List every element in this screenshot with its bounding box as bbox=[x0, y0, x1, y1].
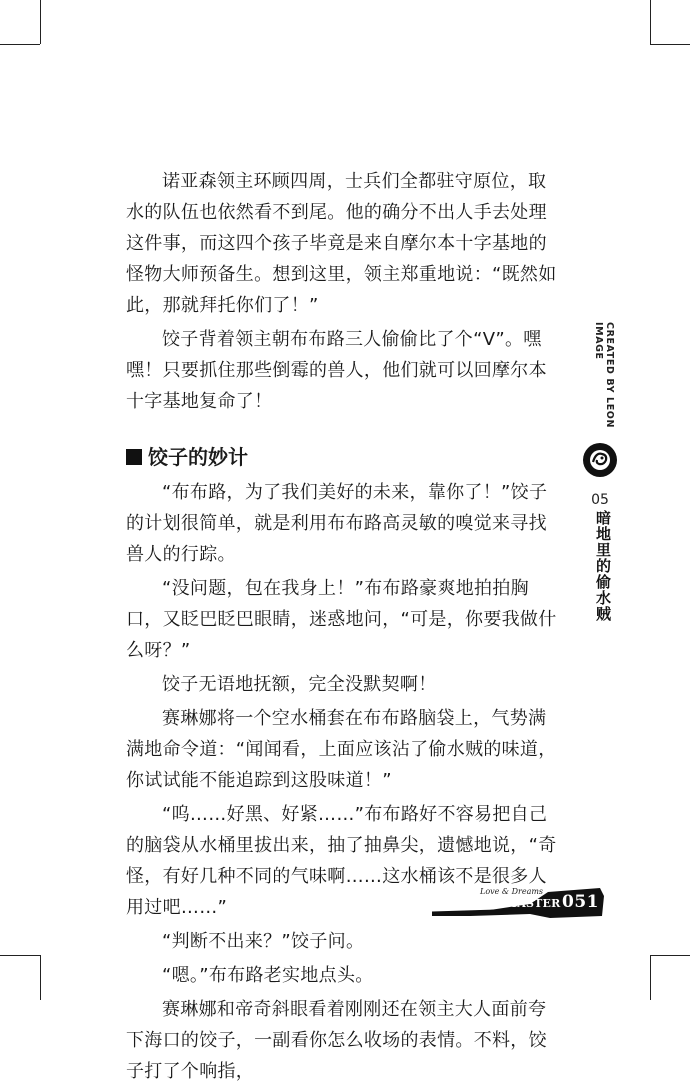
section-heading bbox=[126, 441, 558, 473]
paragraph: 诺亚森领主环顾四周，士兵们全都驻守原位，取水的队伍也依然看不到尾。他的确分不出人手去处理这件事，而这四个孩子毕竟是来自摩尔本十字基地的怪物大师预备生。想到这里，领主郑重地说：“既然如此，那就拜托你们了！” bbox=[126, 171, 557, 316]
crop-mark-bottom-right-h bbox=[650, 955, 690, 956]
side-credit: CREATED BY LEON IMAGE bbox=[593, 322, 615, 429]
crop-mark-top-right-h bbox=[650, 44, 690, 45]
black-square-icon bbox=[126, 449, 142, 465]
crop-mark-bottom-left-h bbox=[0, 955, 40, 956]
chapter-number: 05 bbox=[591, 492, 609, 508]
series-title: MONSTER MASTER bbox=[434, 897, 561, 910]
paragraph: 饺子无语地抚额，完全没默契啊！ bbox=[162, 674, 437, 695]
paragraph: “布布路，为了我们美好的未来，靠你了！”饺子的计划很简单，就是利用布布路高灵敏的嗅觉来寻找兽人的行踪。 bbox=[126, 482, 548, 565]
paragraph: “没问题，包在我身上！”布布路豪爽地拍拍胸口，又眨巴眨巴眼睛，迷惑地问，“可是，你要我做什么呀？” bbox=[126, 578, 557, 661]
paragraph: “判断不出来？”饺子问。 bbox=[162, 931, 365, 952]
series-subtitle: Love & Dreams bbox=[480, 887, 544, 896]
crop-mark-bottom-right-v bbox=[650, 955, 651, 1000]
chapter-title: 暗地里的偷水贼 bbox=[594, 510, 612, 622]
paragraph: “呜……好黑、好紧……”布布路好不容易把自己的脑袋从水桶里拔出来，抽了抽鼻尖，遗憾地说，“奇怪，有好几种不同的气味啊……这水桶该不是很多人用过吧……” bbox=[126, 804, 557, 918]
section-title: 饺子的妙计 bbox=[148, 445, 248, 469]
paragraph: 饺子背着领主朝布布路三人偷偷比了个“V”。嘿嘿！只要抓住那些倒霉的兽人，他们就可以回摩尔本十字基地复命了！ bbox=[126, 329, 547, 412]
page-number: 051 bbox=[562, 892, 599, 912]
body-text bbox=[126, 166, 561, 1090]
dragon-emblem-icon bbox=[580, 440, 620, 480]
paragraph: 赛琳娜将一个空水桶套在布布路脑袋上，气势满满地命令道：“闻闻看，上面应该沾了偷水贼的味道，你试试能不能追踪到这股味道！” bbox=[126, 708, 557, 791]
crop-mark-bottom-left-v bbox=[40, 955, 41, 1000]
crop-mark-top-left-h bbox=[0, 44, 40, 45]
page-footer bbox=[430, 882, 605, 922]
paragraph: “嗯。”布布路老实地点头。 bbox=[162, 965, 374, 986]
paragraph: 赛琳娜和帝奇斜眼看着刚刚还在领主大人面前夸下海口的饺子，一副看你怎么收场的表情。不料，饺子打了个响指， bbox=[126, 999, 547, 1082]
crop-mark-top-right-v bbox=[650, 0, 651, 44]
crop-mark-top-left-v bbox=[40, 0, 41, 44]
